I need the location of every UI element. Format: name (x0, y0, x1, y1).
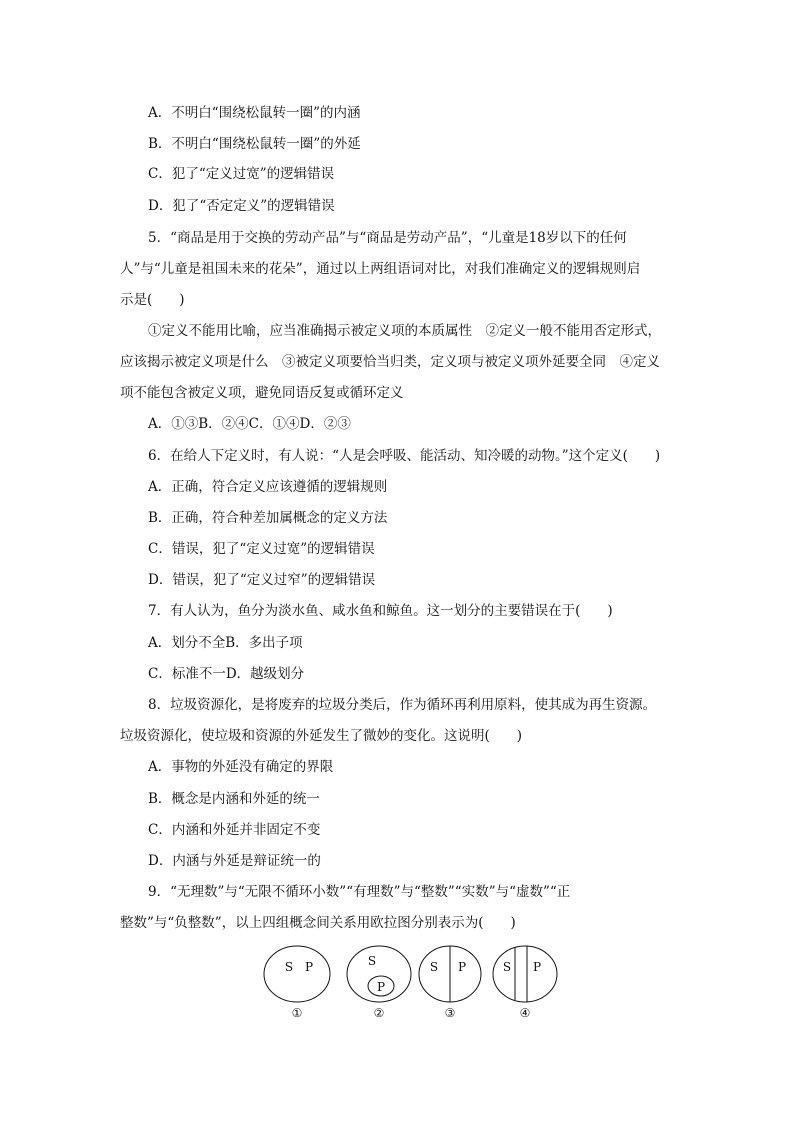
q6-option-c: C．错误，犯了“定义过宽”的逻辑错误 (148, 541, 375, 557)
q5-stem-line-1: 5．“商品是用于交换的劳动产品”与“商品是劳动产品”，“儿童是18岁以下的任何 (148, 230, 627, 246)
diagram-2-s-label: S (367, 954, 377, 968)
q8-stem-line-2: 垃圾资源化，使垃圾和资源的外延发生了微妙的变化。这说明( ) (120, 728, 523, 744)
diagram-2-p-label: P (376, 980, 386, 994)
q9-stem-line-2: 整数”与“负整数”，以上四组概念间关系用欧拉图分别表示为( ) (120, 915, 516, 931)
q5-stem-line-2: 人”与“儿童是祖国未来的花朵”，通过以上两组语词对比，对我们准确定义的逻辑规则启 (120, 261, 641, 277)
diagram-3-p-label: P (457, 960, 467, 974)
diagram-3-s-label: S (429, 960, 439, 974)
euler-diagram-2 (347, 946, 411, 1020)
q4-option-a: A．不明白“围绕松鼠转一圈”的内涵 (148, 105, 361, 121)
euler-diagram-4 (493, 946, 557, 1020)
diagram-4-s-label: S (502, 960, 512, 974)
q5-statement-line-3: 项不能包含被定义项，避免同语反复或循环定义 (120, 385, 404, 401)
diagram-4-p-label: P (532, 960, 542, 974)
q8-option-d: D．内涵与外延是辩证统一的 (148, 853, 321, 869)
q5-stem-line-3: 示是( ) (120, 292, 185, 308)
q8-option-a: A．事物的外延没有确定的界限 (148, 759, 334, 775)
q4-option-d: D．犯了“否定定义”的逻辑错误 (148, 198, 335, 214)
diagram-1-s-label: S (284, 960, 294, 974)
diagram-3-caption: ③ (444, 1006, 456, 1020)
q7-stem: 7．有人认为，鱼分为淡水鱼、咸水鱼和鲸鱼。这一划分的主要错误在于( ) (148, 603, 613, 619)
q8-option-c: C．内涵和外延并非固定不变 (148, 822, 321, 838)
diagram-2-caption: ② (373, 1006, 385, 1020)
euler-diagrams (262, 944, 562, 1034)
diagram-1-p-label: P (304, 960, 314, 974)
diagram-1-circle (264, 946, 330, 1002)
q4-option-c: C．犯了“定义过宽”的逻辑错误 (148, 166, 335, 182)
diagram-4-caption: ④ (519, 1006, 531, 1020)
q6-option-a: A．正确，符合定义应该遵循的逻辑规则 (148, 479, 388, 495)
q4-option-b: B．不明白“围绕松鼠转一圈”的外延 (148, 136, 361, 152)
euler-diagram-1 (264, 946, 330, 1020)
q9-stem-line-1: 9．“无理数”与“无限不循环小数”“有理数”与“整数”“实数”与“虚数”“正 (148, 884, 571, 900)
q7-options-line-1: A．划分不全B．多出子项 (148, 635, 303, 651)
q6-stem: 6．在给人下定义时，有人说：“人是会呼吸、能活动、知冷暖的动物。”这个定义( ) (148, 448, 661, 464)
q5-statement-line-2: 应该揭示被定义项是什么 ③被定义项要恰当归类，定义项与被定义项外延要全同 ④定义 (120, 354, 660, 370)
euler-diagram-3 (419, 946, 481, 1020)
q6-option-d: D．错误，犯了“定义过窄”的逻辑错误 (148, 572, 376, 588)
q5-statement-line-1: ①定义不能用比喻，应当准确揭示被定义项的本质属性 ②定义一般不能用否定形式， (148, 323, 661, 339)
q7-options-line-2: C．标准不一D．越级划分 (148, 666, 305, 682)
q8-option-b: B．概念是内涵和外延的统一 (148, 791, 320, 807)
q5-options: A．①③B．②④C．①④D．②③ (148, 416, 351, 432)
diagram-1-caption: ① (291, 1006, 303, 1020)
q8-stem-line-1: 8．垃圾资源化，是将废弃的垃圾分类后，作为循环再利用原料，使其成为再生资源。 (148, 697, 657, 713)
q6-option-b: B．正确，符合种差加属概念的定义方法 (148, 510, 388, 526)
diagram-4-circle (493, 946, 557, 1002)
